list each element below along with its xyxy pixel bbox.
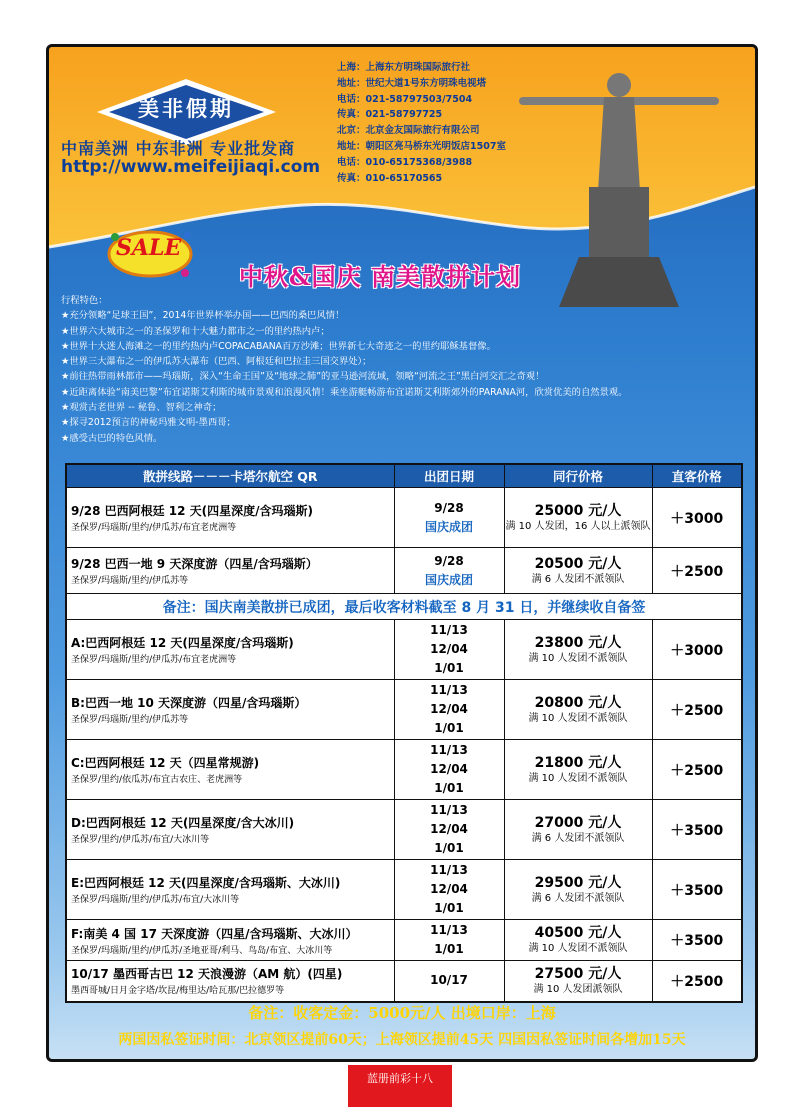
departure-date: 1/01 — [434, 942, 464, 956]
route-cities: 圣保罗/玛瑙斯/里约/伊瓜苏/布宜老虎洲等 — [71, 523, 237, 533]
route-title: B:巴西一地 10 天深度游（四星/含玛瑙斯） — [71, 696, 307, 710]
departure-date: 1/01 — [434, 901, 464, 915]
departure-date: 11/13 — [430, 743, 468, 757]
trade-price: 27000 元/人 — [534, 814, 622, 831]
table-row — [66, 800, 742, 860]
route-cities: 圣保罗/玛瑙斯/里约/伊瓜苏/布宜/大冰川等 — [71, 895, 240, 905]
route-cities: 圣保罗/玛瑙斯/里约/伊瓜苏等 — [71, 576, 189, 586]
departure-date: 11/13 — [430, 803, 468, 817]
direct-price: ＋2500 — [652, 548, 742, 594]
contact-line: 传真：010-65170565 — [337, 172, 443, 184]
route-title: 9/28 巴西阿根廷 12 天(四星深度/含玛瑙斯) — [71, 504, 314, 518]
direct-price: ＋3000 — [652, 488, 742, 548]
table-header-row — [66, 464, 742, 488]
tagline: 中南美洲 中东非洲 专业批发商 — [61, 139, 296, 158]
route-title: A:巴西阿根廷 12 天(四星深度/含玛瑙斯) — [71, 636, 294, 650]
column-header-date: 出团日期 — [394, 464, 504, 488]
logo-text: 美非假期 — [138, 96, 234, 121]
departure-date: 11/13 — [430, 923, 468, 937]
sale-badge-text: SALE — [116, 235, 182, 261]
group-condition: 满 10 人发团派领队 — [533, 983, 623, 995]
trade-price: 27500 元/人 — [534, 965, 622, 982]
contact-line: 地址：朝阳区亮马桥东光明饭店1507室 — [337, 140, 506, 152]
trade-price: 40500 元/人 — [534, 925, 622, 941]
feature-item: ★充分领略“足球王国”，2014年世界杯举办国——巴西的桑巴风情！ — [61, 310, 345, 322]
table-note-row — [66, 594, 742, 620]
flyer — [46, 44, 758, 1062]
route-cities: 圣保罗/里约/依瓜苏/布宜古农庄、老虎洲等 — [71, 775, 243, 785]
group-condition: 满 6 人发团不派领队 — [531, 573, 625, 585]
trade-price: 23800 元/人 — [534, 634, 622, 651]
table-row — [66, 680, 742, 740]
feature-item: ★前往热带雨林都市——玛瑙斯，深入“生命王国”及“地球之肺”的亚马逊河流域，领略“河流之王”黑白河交汇之奇观！ — [61, 371, 545, 383]
column-header-route: 散拼线路－－－卡塔尔航空 QR — [66, 464, 394, 488]
feature-item: ★探寻2012预言的神秘玛雅文明-墨西哥； — [61, 417, 236, 429]
direct-price: ＋3000 — [652, 620, 742, 680]
column-header-direct-price: 直客价格 — [652, 464, 742, 488]
route-title: C:巴西阿根廷 12 天（四星常规游) — [71, 756, 260, 770]
departure-date: 9/28 — [434, 553, 464, 568]
route-title: D:巴西阿根廷 12 天(四星深度/含大冰川) — [71, 816, 295, 830]
feature-item: ★观赏古老世界 -- 秘鲁、智利之神奇； — [61, 402, 222, 414]
trade-price: 21800 元/人 — [534, 754, 622, 771]
departure-date: 12/04 — [430, 702, 468, 716]
trade-price: 20800 元/人 — [534, 694, 622, 711]
contact-line: 上海：上海东方明珠国际旅行社 — [337, 62, 471, 73]
page-title: 中秋&国庆 南美散拼计划 — [239, 262, 522, 291]
direct-price: ＋3500 — [652, 920, 742, 961]
feature-item: ★世界三大瀑布之一的伊瓜苏大瀑布（巴西、阿根廷和巴拉圭三国交界处）； — [61, 356, 372, 368]
table-row — [66, 740, 742, 800]
departure-date: 10/17 — [430, 973, 468, 988]
contact-line: 地址：世纪大道1号东方明珠电视塔 — [337, 77, 487, 89]
table-row — [66, 620, 742, 680]
group-condition: 满 10 人发团不派领队 — [528, 712, 628, 724]
direct-price: ＋2500 — [652, 680, 742, 740]
visa-note: 两国因私签证时间：北京领区提前60天；上海领区提前45天 四国因私签证时间各增加15天 — [118, 1032, 686, 1048]
group-condition: 满 10 人发团，16 人以上派领队 — [505, 520, 651, 532]
contact-line: 传真：021-58797725 — [337, 109, 443, 121]
route-title: F:南美 4 国 17 天深度游（四星/含玛瑙斯、大冰川） — [71, 926, 358, 941]
deposit-note: 备注：收客定金：5000元/人 出境口岸：上海 — [248, 1004, 556, 1022]
page-footer-label: 蓝册前彩十八 — [348, 1065, 452, 1107]
direct-price: ＋2500 — [652, 740, 742, 800]
trade-price: 29500 元/人 — [534, 874, 622, 891]
route-cities: 圣保罗/玛瑙斯/里约/伊瓜苏等 — [71, 715, 189, 725]
table-row — [66, 961, 742, 1002]
departure-date: 11/13 — [430, 623, 468, 637]
route-cities: 圣保罗/玛瑙斯/里约/伊瓜苏/圣地亚哥/利马、鸟岛/布宜、大冰川等 — [71, 945, 333, 956]
feature-item: ★感受古巴的特色风情。 — [61, 432, 163, 444]
feature-item: ★世界六大城市之一的圣保罗和十大魅力都市之一的里约热内卢； — [61, 325, 330, 337]
contact-line: 电话：010-65175368/3988 — [337, 156, 473, 168]
route-cities: 圣保罗/里约/伊瓜苏/布宜/大冰川等 — [71, 835, 210, 845]
group-condition: 满 6 人发团不派领队 — [531, 832, 625, 844]
trade-price: 20500 元/人 — [534, 555, 622, 572]
group-status: 国庆成团 — [424, 519, 473, 534]
contact-info — [337, 60, 506, 186]
website-link[interactable]: http://www.meifeijiaqi.com — [61, 157, 321, 177]
direct-price: ＋3500 — [652, 800, 742, 860]
tour-table — [65, 463, 743, 1003]
departure-date: 1/01 — [434, 781, 464, 795]
departure-date: 1/01 — [434, 841, 464, 855]
departure-date: 1/01 — [434, 721, 464, 735]
direct-price: ＋2500 — [652, 961, 742, 1002]
itinerary-features — [61, 293, 627, 446]
group-status: 国庆成团 — [424, 572, 473, 587]
contact-line: 北京：北京金友国际旅行有限公司 — [337, 125, 480, 137]
table-row — [66, 548, 742, 594]
departure-date: 12/04 — [430, 762, 468, 776]
departure-date: 9/28 — [434, 500, 464, 515]
group-condition: 满 6 人发团不派领队 — [531, 892, 625, 904]
departure-date: 12/04 — [430, 642, 468, 656]
group-condition: 满 10 人发团不派领队 — [528, 772, 628, 784]
contact-line: 电话：021-58797503/7504 — [337, 93, 473, 105]
departure-date: 11/13 — [430, 863, 468, 877]
feature-item: 行程特色： — [61, 295, 108, 306]
route-title: 10/17 墨西哥古巴 12 天浪漫游（AM 航）(四星) — [71, 967, 343, 982]
feature-item: ★世界十大迷人海滩之一的里约热内卢COPACABANA百万沙滩；世界新七大奇迹之一的里约耶稣基督像。 — [61, 340, 496, 352]
table-row — [66, 488, 742, 548]
route-cities: 墨西哥城/日月金字塔/坎昆/梅里达/哈瓦那/巴拉德罗等 — [71, 986, 285, 997]
departure-date: 11/13 — [430, 683, 468, 697]
route-title: 9/28 巴西一地 9 天深度游（四星/含玛瑙斯） — [71, 557, 318, 571]
trade-price: 25000 元/人 — [534, 502, 622, 519]
departure-date: 1/01 — [434, 661, 464, 675]
table-row — [66, 920, 742, 961]
feature-item: ★近距离体验“南美巴黎”布宜诺斯艾利斯的城市景观和浪漫风情！乘坐游艇畅游布宜诺斯艾利斯郊外的PARANA河，欣赏优美的自然景观。 — [61, 386, 628, 398]
departure-date: 12/04 — [430, 882, 468, 896]
route-title: E:巴西阿根廷 12 天(四星深度/含玛瑙斯、大冰川) — [71, 876, 341, 890]
table-row — [66, 860, 742, 920]
direct-price: ＋3500 — [652, 860, 742, 920]
departure-date: 12/04 — [430, 822, 468, 836]
column-header-trade-price: 同行价格 — [504, 464, 652, 488]
group-condition: 满 10 人发团不派领队 — [528, 943, 628, 954]
table-note: 备注：国庆南美散拼已成团，最后收客材料截至 8 月 31 日，并继续收自备签 — [66, 594, 742, 620]
group-condition: 满 10 人发团不派领队 — [528, 652, 628, 664]
route-cities: 圣保罗/玛瑙斯/里约/伊瓜苏/布宜老虎洲等 — [71, 655, 237, 665]
